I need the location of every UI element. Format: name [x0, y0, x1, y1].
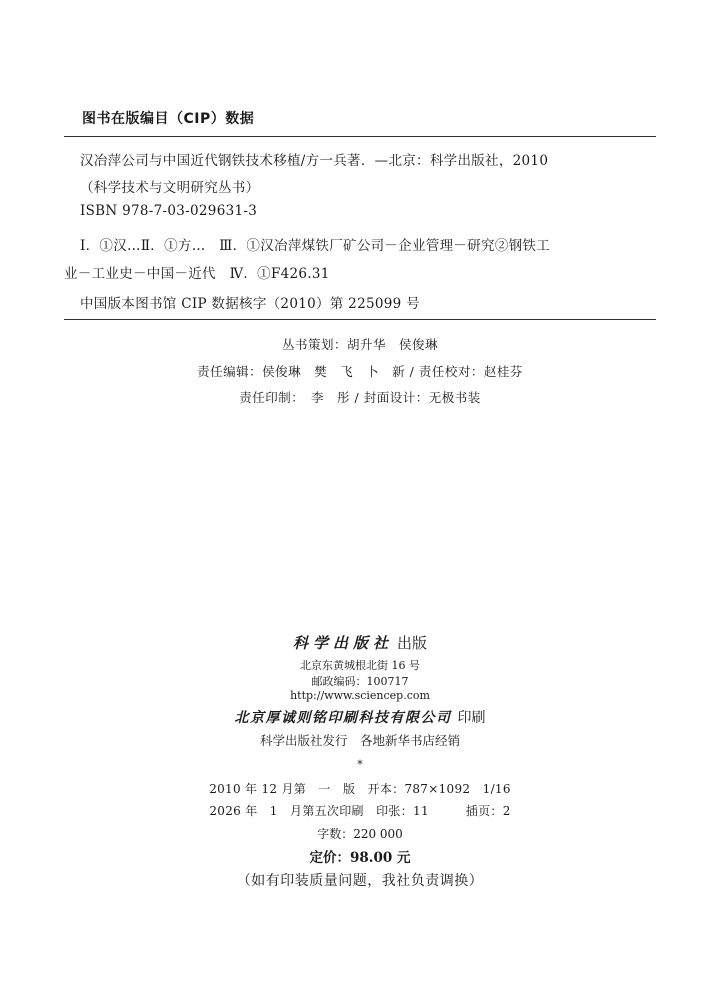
- quality-notice: （如有印装质量问题，我社负责调换）: [236, 873, 484, 889]
- cip-title-line: 汉冶萍公司与中国近代钢铁技术移植/方一兵著．—北京：科学出版社，2010: [80, 153, 549, 169]
- cip-isbn-line: ISBN 978-7-03-029631-3: [80, 203, 258, 219]
- printer-line: [0, 707, 720, 727]
- publisher-line: [0, 632, 720, 653]
- cip-series-line: （科学技术与文明研究丛书）: [80, 180, 260, 196]
- publisher-name: 科学出版社: [292, 634, 393, 652]
- editors-credit: 责任编辑：侯俊琳 樊 飞 卜 新 / 责任校对：赵桂芬: [197, 364, 523, 379]
- cip-record-number: 中国版本图书馆 CIP 数据核字（2010）第 225099 号: [80, 296, 420, 312]
- cip-top-rule: [64, 136, 656, 137]
- cip-subject-line: Ⅰ．①汉…Ⅱ．①方… Ⅲ．①汉冶萍煤铁厂矿公司－企业管理－研究②钢铁工: [80, 238, 551, 254]
- publisher-postcode: 邮政编码：100717: [311, 675, 409, 688]
- series-planning-credit: 丛书策划：胡升华 侯俊琳: [281, 337, 438, 352]
- cip-subject-line-continued: 业－工业史－中国－近代 Ⅳ．①F426.31: [64, 266, 330, 282]
- publisher-suffix: 出版: [397, 634, 428, 652]
- separator-asterisk: *: [357, 758, 363, 771]
- printing-line: 2026 年 1 月第五次印刷 印张：11 插页：2: [209, 804, 511, 818]
- edition-line: 2010 年 12 月第 一 版 开本：787×1092 1/16: [209, 782, 511, 796]
- publisher-address: 北京东黄城根北街 16 号: [300, 659, 420, 672]
- printer-suffix: 印刷: [457, 710, 486, 726]
- distribution-line: 科学出版社发行 各地新华书店经销: [259, 733, 460, 748]
- word-count: 字数：220 000: [317, 827, 403, 841]
- cip-heading: 图书在版编目（CIP）数据: [82, 111, 255, 127]
- publisher-url: http://www.sciencep.com: [290, 689, 430, 702]
- printer-name: 北京厚诚则铭印刷科技有限公司: [234, 710, 452, 726]
- cip-bottom-rule: [64, 319, 656, 320]
- printing-design-credit: 责任印制： 李 彤 / 封面设计：无极书装: [239, 390, 481, 405]
- price: 定价：98.00 元: [309, 850, 411, 866]
